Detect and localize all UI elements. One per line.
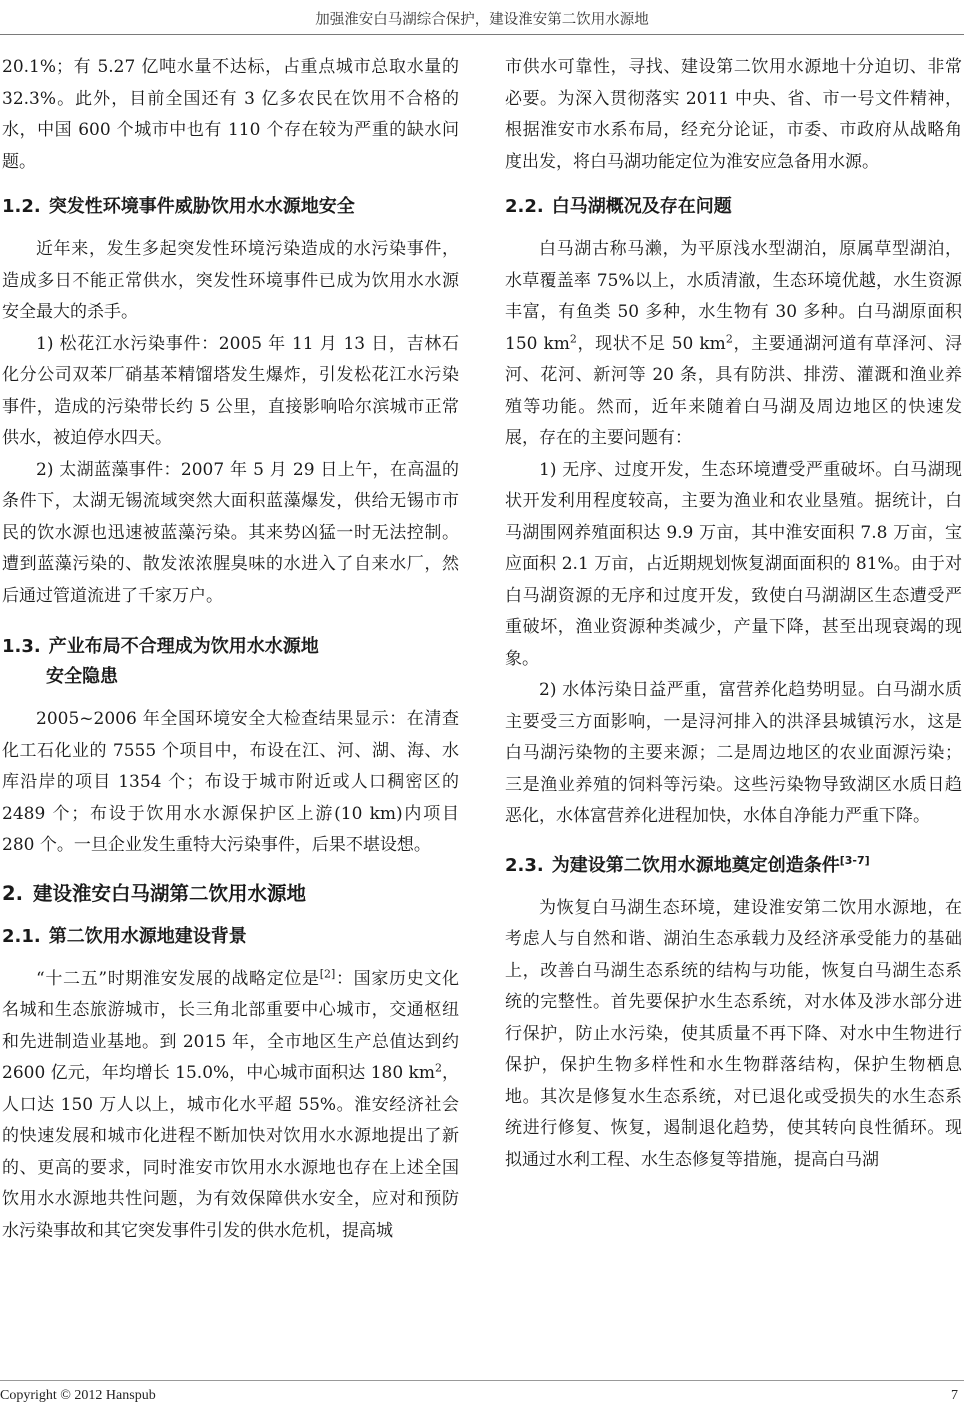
paragraph: 2) 水体污染日益严重，富营养化趋势明显。白马湖水质主要受三方面影响，一是浔河排入的洪泽县城镇污水，这是白马湖污染物的主要来源；二是周边地区的农业面源污染；三是渔业养殖的饲料等污染。这些污染物导致湖区水质日趋恶化，水体富营养化进程加快，水体自净能力严重下降。: [505, 680, 962, 826]
section-number: 2.1.: [2, 925, 41, 947]
page-number: 7: [951, 1388, 958, 1403]
paragraph: 近年来，发生多起突发性环境污染造成的水污染事件，造成多日不能正常供水，突发性环境事件已成为饮用水水源安全最大的杀手。: [2, 239, 459, 322]
text-run: ，现状不足 50 km: [576, 333, 726, 354]
right-column: [505, 52, 962, 1176]
superscript: 2: [725, 331, 733, 345]
citation-ref: [3-7]: [839, 853, 870, 867]
section-title: 突发性环境事件威胁饮用水水源地安全: [48, 196, 355, 217]
section-heading-2-2: [505, 192, 962, 222]
section-number: 1.3.: [2, 636, 41, 657]
superscript: 2: [569, 331, 577, 345]
running-head: 加强淮安白马湖综合保护，建设淮安第二饮用水源地: [315, 12, 649, 28]
paragraph: 1) 松花江水污染事件：2005 年 11 月 13 日，吉林石化分公司双苯厂硝基苯精馏塔发生爆炸，引发松花江水污染事件，造成的污染带长约 5 公里，直接影响哈尔滨城市正常供水，被迫停水四天。: [2, 333, 459, 448]
text-run: ，主要通湖河道有草泽河、浔河、花河、新河等 20 条，具有防洪、排涝、灌溉和渔业养殖等功能。然而，近年来随着白马湖及周边地区的快速发展，存在的主要问题有：: [505, 333, 962, 448]
text-run: ：国家历史文化名城和生态旅游城市，长三角北部重要中心城市，交通枢纽和先进制造业基地。到 2015 年，全市地区生产总值达到约 2600 亿元，年均增长 15.0%，中心城市面积达 180 km: [2, 968, 459, 1083]
section-heading-2-3: [505, 851, 962, 881]
header-rule: [0, 34, 964, 35]
section-number: 1.2.: [2, 196, 41, 217]
section-title: 产业布局不合理成为饮用水水源地: [48, 636, 319, 657]
paragraph: 20.1%；有 5.27 亿吨水量不达标，占重点城市总取水量的 32.3%。此外，目前全国还有 3 亿多农民在饮用不合格的水，中国 600 个城市中也有 110 个存在较为严重的缺水问题。: [2, 57, 459, 172]
section-title: 建设淮安白马湖第二饮用水源地: [32, 881, 306, 905]
section-heading-1-2: [2, 192, 459, 222]
section-title-continued: 安全隐患: [46, 666, 118, 687]
paragraph: 市供水可靠性，寻找、建设第二饮用水源地十分迫切、非常必要。为深入贯彻落实 2011 中央、省、市一号文件精神，根据淮安市水系布局，经充分论证，市委、市政府从战略角度出发，将白马湖功能定位为淮安应急备用水源。: [505, 57, 962, 172]
section-heading-2-1: [2, 922, 459, 952]
section-heading-1-3: [2, 632, 459, 692]
section-number: 2.3.: [505, 854, 544, 876]
paragraph: [2, 964, 459, 1248]
left-column: [2, 52, 459, 1247]
superscript: 2: [434, 1061, 442, 1075]
paragraph: 2) 太湖蓝藻事件：2007 年 5 月 29 日上午，在高温的条件下，太湖无锡流域突然大面积蓝藻爆发，供给无锡市市民的饮水源也迅速被蓝藻污染。其来势凶猛一时无法控制。遭到蓝藻污染的、散发浓浓腥臭味的水进入了自来水厂，然后通过管道流进了千家万户。: [2, 459, 459, 606]
section-title: 第二饮用水源地建设背景: [48, 925, 247, 947]
footer-rule: [0, 1380, 964, 1381]
section-number: 2.2.: [505, 196, 544, 217]
paragraph: 1) 无序、过度开发，生态环境遭受严重破坏。白马湖现状开发利用程度较高，主要为渔业和农业垦殖。据统计，白马湖围网养殖面积达 9.9 万亩，其中淮安面积 7.8 万亩，宝应面积 2.1 万亩，占近期规划恢复湖面面积的 81%。由于对白马湖资源的无序和过度开发，致使白马湖湖区生态遭受严重破坏，渔业资源种类减少，产量下降，甚至出现衰竭的现象。: [505, 459, 962, 669]
paragraph: 为恢复白马湖生态环境，建设淮安第二饮用水源地，在考虑人与自然和谐、湖泊生态承载力及经济承受能力的基础上，改善白马湖生态系统的结构与功能，恢复白马湖生态系统的完整性。首先要保护水生态系统，对水体及涉水部分进行保护，防止水污染，使其质量不再下降、对水中生物进行保护，保护生物多样性和水生物群落结构，保护生物栖息地。其次是修复水生态系统，对已退化或受损失的水生态系统进行修复、恢复，遏制退化趋势，使其转向良性循环。现拟通过水利工程、水生态修复等措施，提高白马湖: [505, 897, 962, 1170]
section-title: 白马湖概况及存在问题: [551, 196, 732, 217]
text-run: 白马湖古称马濑，为平原浅水型湖泊，原属草型湖泊，水草覆盖率 75%以上，水质清澈，生态环境优越，水生资源丰富，有鱼类 50 多种，水生物有 30 多种。白马湖原面积 150 km: [505, 239, 962, 354]
paragraph: [505, 234, 962, 455]
text-run: “十二五”时期淮安发展的战略定位是: [36, 968, 320, 989]
citation-ref: [2]: [319, 966, 336, 980]
section-number: 2.: [2, 881, 23, 905]
section-heading-2: [2, 878, 459, 910]
text-run: ，人口达 150 万人以上，城市化水平超 55%。淮安经济社会的快速发展和城市化进程不断加快对饮用水水源地提出了新的、更高的要求，同时淮安市饮用水水源地也存在上述全国饮用水水源地共性问题，为有效保障供水安全，应对和预防水污染事故和其它突发事件引发的供水危机，提高城: [2, 1063, 459, 1241]
footer-copyright: Copyright © 2012 Hanspub: [0, 1388, 156, 1403]
section-title: 为建设第二饮用水源地奠定创造条件: [551, 854, 840, 876]
paragraph: 2005~2006 年全国环境安全大检查结果显示：在清查化工石化业的 7555 个项目中，布设在江、河、湖、海、水库沿岸的项目 1354 个；布设于城市附近或人口稠密区的 2489 个；布设于饮用水水源保护区上游(10 km)内项目 280 个。一旦企业发生重特大污染事件，后果不堪设想。: [2, 709, 459, 855]
